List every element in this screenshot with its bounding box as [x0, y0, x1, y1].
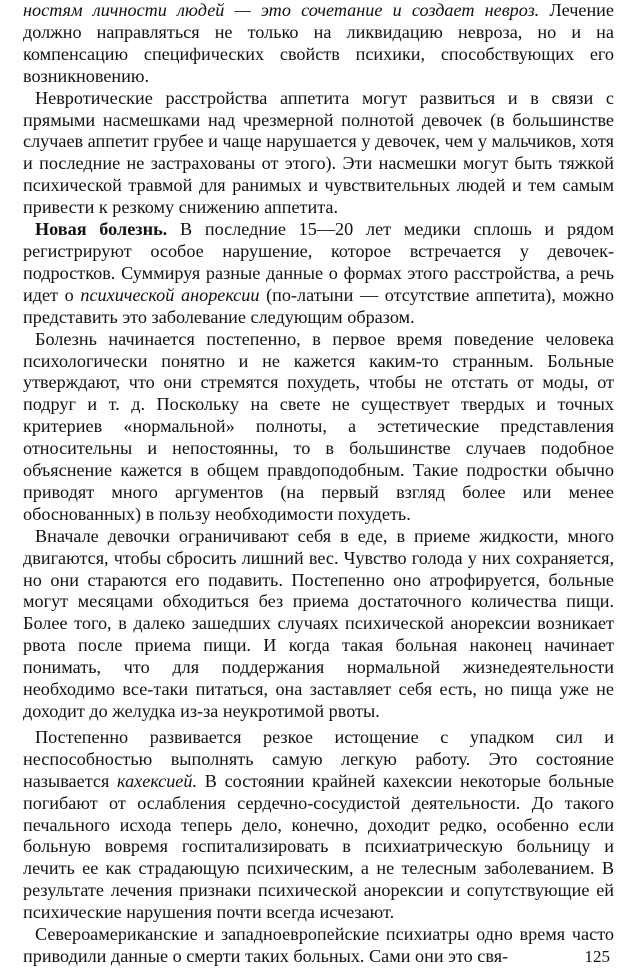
paragraph-4 [23, 329, 614, 526]
italic-phrase: ностям личности людей — это сочетание и создает невроз. [23, 0, 540, 20]
paragraph-text: Вначале девочки ограничивают себя в еде, в приеме жидкости, много двигаются, чтобы сбросить лишний вес. Чувство голода у них сохраняется, но они стараются его подавить. Постепенно оно атрофируется, больные могут месяцами обходиться без приема достаточного количества пищи. Более того, в далеко зашедших случаях психической анорексии возникает рвота после приема пищи. И когда такая больная наконец начинает понимать, что для поддержания нормальной жизнедеятельности необходимо все-таки питаться, она заставляет себя есть, но пища уже не доходит до желудка из-за неукротимой рвоты. [23, 525, 614, 721]
paragraph-text: В состоянии крайней кахексии некоторые больные погибают от ослабления сердечно-сосудистой деятельности. До такого печального исхода теперь дело, конечно, доходит редко, особенно если больную вовремя госпитализировать в психиатрическую больницу и лечить ее как страдающую психическим, а не телесным заболеванием. В результате лечения признаки психической анорексии и сопутствующие ей психические нарушения почти всегда исчезают. [23, 770, 614, 923]
paragraph-2 [23, 88, 614, 219]
paragraph-3 [23, 219, 614, 329]
paragraph-7 [23, 924, 614, 968]
italic-term: психической анорексии [80, 284, 260, 305]
italic-term: кахексией. [117, 770, 198, 791]
page-number: 125 [584, 947, 610, 966]
body-text [23, 0, 614, 968]
paragraph-text: В последние 15—20 лет медики сплошь и рядом регистрируют особое нарушение, которое встречается у девочек-подростков. Суммируя разные данные о формах этого расстройства, а речь идет о [23, 219, 614, 305]
paragraph-text: Североамериканские и западноевропейские психиатры одно время часто приводили данные о смерти таких больных. Сами они это свя- [23, 924, 614, 966]
section-heading: Новая болезнь. [35, 219, 168, 240]
paragraph-1 [23, 0, 614, 88]
paragraph-text: Болезнь начинается постепенно, в первое время поведение человека психологически понятно и не кажется каким-то странным. Больные утверждают, что они стремятся похудеть, чтобы не отстать от моды, от подруг и т. д. Поскольку на свете не существует твердых и точных критериев «нормальной» полноты, а эстетические представления относительны и непостоянны, то в большинстве случаев подобное объяснение кажется в общем правдоподобным. Такие подростки обычно приводят много аргументов (на первый взгляд более или менее обоснованных) в пользу необходимости похудеть. [23, 328, 614, 524]
paragraph-text: Лечение должно направляться не только на ликвидацию невроза, но и на компенсацию специфических свойств психики, способствующих его возникновению. [23, 0, 614, 86]
paragraph-text: (по-латыни — отсутствие аппетита), можно представить это заболевание следующим образом. [23, 284, 614, 327]
paragraph-6 [23, 727, 614, 924]
paragraph-5 [23, 526, 614, 723]
paragraph-text: Невротические расстройства аппетита могут развиться и в связи с прямыми насмешками над чрезмерной полнотой девочек (в большинстве случаев аппетит грубее и чаще нарушается у девочек, чем у мальчиков, хотя и последние не застрахованы от этого). Эти насмешки могут быть тяжкой психической травмой для ранимых и чувствительных людей и тем самым привести к резкому снижению аппетита. [23, 87, 614, 218]
paragraph-text: Постепенно развивается резкое истощение с упадком сил и неспособностью выполнять самую легкую работу. Это состояние называется [23, 726, 614, 791]
